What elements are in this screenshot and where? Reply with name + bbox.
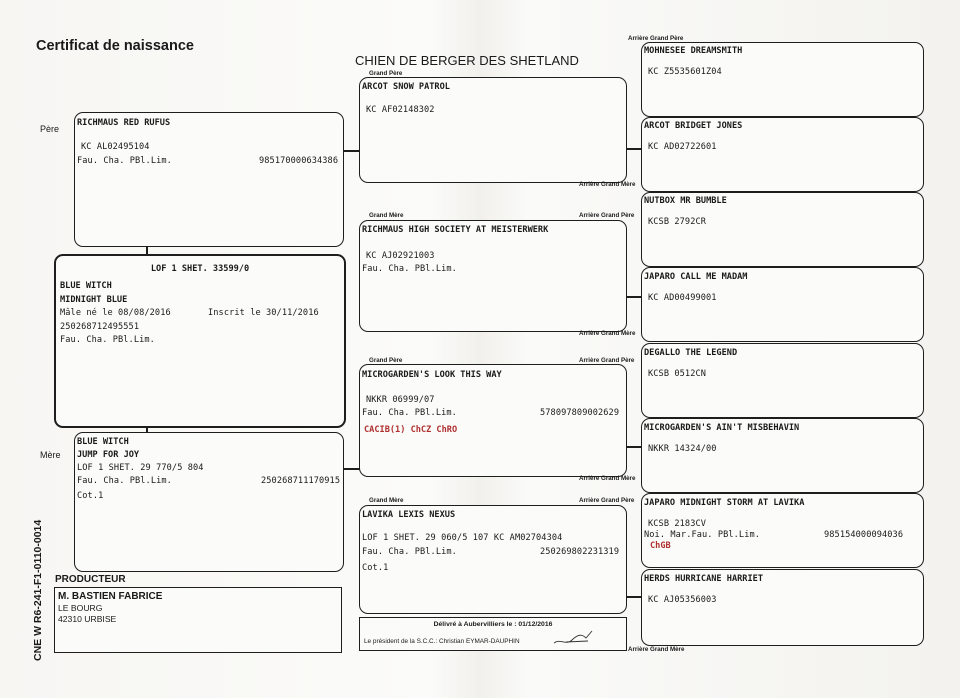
sire-colors: Fau. Cha. PBl.Lim. [77,156,172,166]
great-grandparent-name: JAPARO CALL ME MADAM [644,272,748,282]
dog-name-line2: MIDNIGHT BLUE [60,295,128,305]
grandparent-name: RICHMAUS HIGH SOCIETY AT MEISTERWERK [362,225,549,235]
grandparent-registration: NKKR 06999/07 [366,395,435,405]
great-grandparent-box-4 [641,267,924,342]
dam-box [74,432,344,572]
dog-name-line1: BLUE WITCH [60,281,112,291]
great-grandparent-name: HERDS HURRICANE HARRIET [644,574,763,584]
dam-extra: Cot.1 [77,491,104,501]
connector [625,296,641,298]
grandparent-box-3 [359,364,627,477]
great-grandparent-registration: KCSB 0512CN [648,369,707,379]
arriere-grand-mere-label: Arrière Grand Mère [579,181,636,188]
president-text: Le président de la S.C.C.: Christian EYMAR-DAUPHIN [364,638,520,645]
great-grandparent-chip: 985154000094036 [824,530,904,540]
grandparent-box-1 [359,77,627,183]
producer-address-2: 42310 URBISE [58,614,117,624]
grand-pere-label: Grand Père [369,357,403,364]
great-grandparent-box-6 [641,418,924,493]
pere-label: Père [40,124,60,134]
producer-heading: PRODUCTEUR [55,574,126,585]
signature-icon [552,628,594,648]
connector [625,596,641,598]
great-grandparent-registration: KCSB 2183CV [648,519,707,529]
great-grandparent-registration: KC AJ05356003 [648,595,717,605]
grand-pere-label: Grand Père [369,70,403,77]
great-grandparent-registration: KC AD02722601 [648,142,717,152]
great-grandparent-titles: ChGB [650,541,671,551]
grand-mere-label: Grand Mère [369,497,404,504]
arriere-grand-mere-label: Arrière Grand Mère [579,475,636,482]
producer-address-1: LE BOURG [58,603,103,613]
vertical-reference: CNE W R6-241-F1-0110-0014 [32,519,44,661]
connector [342,468,360,470]
grandparent-chip: 250269802231319 [540,547,620,557]
great-grandparent-name: NUTBOX MR BUMBLE [644,196,727,206]
great-grandparent-box-8 [641,569,924,646]
sire-chip: 985170000634386 [259,156,339,166]
arriere-grand-mere-label: Arrière Grand Mère [628,646,685,653]
dam-chip: 250268711170915 [261,476,341,486]
dam-registration: LOF 1 SHET. 29 770/5 804 [77,463,204,473]
grandparent-colors: Fau. Cha. PBl.Lim. [362,264,457,274]
grandparent-name: MICROGARDEN'S LOOK THIS WAY [362,370,502,380]
grandparent-name: LAVIKA LEXIS NEXUS [362,510,456,520]
sire-registration: KC AL02495104 [81,142,150,152]
dam-colors: Fau. Cha. PBl.Lim. [77,476,172,486]
dog-box [54,254,346,428]
arriere-grand-mere-label: Arrière Grand Mère [579,330,636,337]
sire-box [74,112,344,247]
certificate-title: Certificat de naissance [36,38,194,54]
dog-colors: Fau. Cha. PBl.Lim. [60,335,155,345]
dam-name-line1: BLUE WITCH [77,437,129,447]
connector [625,446,641,448]
producer-name: M. BASTIEN FABRICE [58,591,163,602]
great-grandparent-box-1 [641,42,924,117]
dog-lof: LOF 1 SHET. 33599/0 [150,264,250,274]
arriere-grand-pere-label: Arrière Grand Père [579,497,635,504]
grandparent-registration: KC AJ02921003 [366,251,435,261]
great-grandparent-name: MICROGARDEN'S AIN'T MISBEHAVIN [644,423,800,433]
dog-chip: 250268712495551 [60,322,140,332]
grandparent-extra: Cot.1 [362,563,389,573]
grandparent-registration: LOF 1 SHET. 29 060/5 107 KC AM02704304 [362,533,563,543]
grandparent-name: ARCOT SNOW PATROL [362,82,450,92]
connector [625,148,641,150]
grandparent-colors: Fau. Cha. PBl.Lim. [362,408,457,418]
dam-name-line2: JUMP FOR JOY [77,450,140,460]
great-grandparent-name: ARCOT BRIDGET JONES [644,121,743,131]
sire-name: RICHMAUS RED RUFUS [77,118,171,128]
dog-birth: Mâle né le 08/08/2016 [60,308,171,318]
great-grandparent-registration: NKKR 14324/00 [648,444,717,454]
great-grandparent-name: DEGALLO THE LEGEND [644,348,738,358]
great-grandparent-box-7 [641,493,924,568]
connector [342,150,360,152]
dog-registered: Inscrit le 30/11/2016 [208,308,319,318]
breed-title: CHIEN DE BERGER DES SHETLAND [355,53,579,68]
great-grandparent-name: MOHNESEE DREAMSMITH [644,46,743,56]
grandparent-colors: Fau. Cha. PBl.Lim. [362,547,457,557]
grandparent-box-4 [359,505,627,614]
great-grandparent-box-5 [641,343,924,418]
great-grandparent-registration: KC Z5535601Z04 [648,67,722,77]
grand-mere-label: Grand Mère [369,212,404,219]
great-grandparent-box-2 [641,117,924,192]
delivery-box [359,617,627,651]
producer-box [54,587,342,653]
arriere-grand-pere-label: Arrière Grand Père [579,212,635,219]
mere-label: Mère [40,450,61,460]
great-grandparent-colors: Noi. Mar.Fau. PBl.Lim. [644,530,761,540]
arriere-grand-pere-label: Arrière Grand Père [579,357,635,364]
grandparent-box-2 [359,220,627,332]
great-grandparent-registration: KCSB 2792CR [648,217,707,227]
grandparent-registration: KC AF02148302 [366,105,435,115]
great-grandparent-name: JAPARO MIDNIGHT STORM AT LAVIKA [644,498,805,508]
arriere-grand-pere-label: Arrière Grand Père [628,35,684,42]
great-grandparent-box-3 [641,192,924,267]
grandparent-chip: 578097809002629 [540,408,620,418]
grandparent-titles: CACIB(1) ChCZ ChRO [364,425,458,435]
delivery-text: Délivré à Aubervilliers le : 01/12/2016 [433,621,553,628]
great-grandparent-registration: KC AD00499001 [648,293,717,303]
